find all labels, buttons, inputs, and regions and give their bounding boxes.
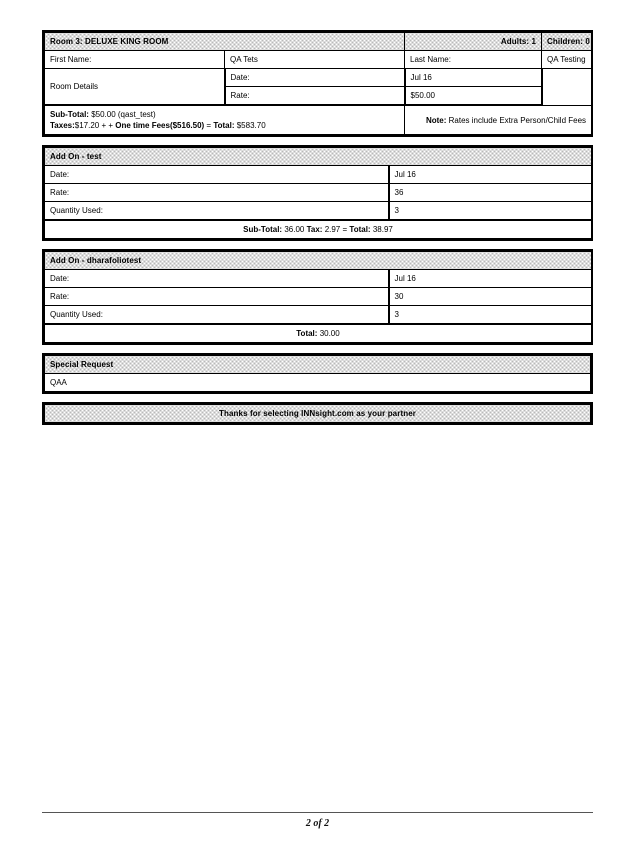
last-name-label: Last Name: bbox=[405, 51, 542, 69]
addon2-totals bbox=[45, 324, 592, 343]
addon1-row-date bbox=[45, 166, 592, 184]
addon1-rate-label: Rate: bbox=[45, 184, 389, 202]
addon1-date-label: Date: bbox=[45, 166, 389, 184]
room-subtotal-line bbox=[50, 109, 399, 120]
first-name-label: First Name: bbox=[45, 51, 225, 69]
addon1-subtotal-value: 36.00 bbox=[284, 225, 305, 234]
room-header-row bbox=[45, 33, 592, 51]
first-name-value: QA Tets bbox=[225, 51, 405, 69]
special-request-title: Special Request bbox=[45, 356, 591, 374]
addon2-date-value: Jul 16 bbox=[389, 270, 592, 288]
room-date-value: Jul 16 bbox=[405, 69, 542, 87]
room-note bbox=[405, 105, 592, 135]
room-summary bbox=[45, 105, 405, 135]
addon-block-2 bbox=[42, 249, 593, 345]
room-table bbox=[44, 32, 592, 135]
room-detail-spacer bbox=[542, 69, 592, 106]
addon1-row-qty bbox=[45, 202, 592, 221]
special-request-header-row bbox=[45, 356, 591, 374]
thanks-banner-row bbox=[45, 405, 591, 423]
special-request-block bbox=[42, 353, 593, 394]
addon1-qty-label: Quantity Used: bbox=[45, 202, 389, 221]
addon2-qty-label: Quantity Used: bbox=[45, 306, 389, 325]
addon1-title: Add On - test bbox=[45, 148, 592, 166]
room-rate-label: Rate: bbox=[225, 87, 405, 106]
addon2-total-value: 30.00 bbox=[319, 329, 340, 338]
addon2-header-row bbox=[45, 252, 592, 270]
thanks-banner-block bbox=[42, 402, 593, 425]
addon1-totals bbox=[45, 220, 592, 239]
addon1-totals-row bbox=[45, 220, 592, 239]
addon1-equals: = bbox=[342, 225, 348, 234]
room-rate-value: $50.00 bbox=[405, 87, 542, 106]
addon-table-2 bbox=[44, 251, 592, 343]
addon1-qty-value: 3 bbox=[389, 202, 592, 221]
addon2-totals-row bbox=[45, 324, 592, 343]
special-request-text: QAA bbox=[45, 374, 591, 392]
addon2-row-date bbox=[45, 270, 592, 288]
room-fees-label: One time Fees($516.50) bbox=[115, 121, 205, 130]
addon-block-1 bbox=[42, 145, 593, 241]
addon1-header-row bbox=[45, 148, 592, 166]
addon1-subtotal-label: Sub-Total: bbox=[243, 225, 283, 234]
room-total-label: Total: bbox=[213, 121, 235, 130]
addon1-row-rate bbox=[45, 184, 592, 202]
room-note-text: Rates include Extra Person/Child Fees bbox=[448, 115, 587, 125]
room-children: Children: 0 bbox=[542, 33, 592, 51]
addon1-tax-label: Tax: bbox=[306, 225, 323, 234]
last-name-value: QA Testing bbox=[542, 51, 592, 69]
room-total-sep: = bbox=[204, 121, 214, 130]
addon2-qty-value: 3 bbox=[389, 306, 592, 325]
thanks-banner-text: Thanks for selecting INNsight.com as your partner bbox=[45, 405, 591, 423]
addon2-rate-value: 30 bbox=[389, 288, 592, 306]
addon2-rate-label: Rate: bbox=[45, 288, 389, 306]
room-details-label: Room Details bbox=[45, 69, 225, 106]
room-adults: Adults: 1 bbox=[405, 33, 542, 51]
room-date-label: Date: bbox=[225, 69, 405, 87]
room-title: Room 3: DELUXE KING ROOM bbox=[45, 33, 405, 51]
special-request-body-row bbox=[45, 374, 591, 392]
addon1-tax-value: 2.97 bbox=[324, 225, 341, 234]
room-taxes-value: $17.20 + + bbox=[74, 121, 116, 130]
addon1-rate-value: 36 bbox=[389, 184, 592, 202]
room-taxes-label: Taxes: bbox=[50, 121, 75, 130]
room-total-value: $583.70 bbox=[236, 121, 266, 130]
room-taxes-line bbox=[50, 120, 399, 131]
room-subtotal-label: Sub-Total: bbox=[50, 110, 89, 119]
addon2-title: Add On - dharafoliotest bbox=[45, 252, 592, 270]
addon2-date-label: Date: bbox=[45, 270, 389, 288]
room-detail-row-date bbox=[45, 69, 592, 87]
addon1-date-value: Jul 16 bbox=[389, 166, 592, 184]
room-note-label: Note: bbox=[425, 115, 447, 125]
folio-page bbox=[42, 30, 593, 425]
guest-name-row bbox=[45, 51, 592, 69]
addon-table-1 bbox=[44, 147, 592, 239]
special-request-table bbox=[44, 355, 591, 392]
room-block bbox=[42, 30, 593, 137]
addon2-row-rate bbox=[45, 288, 592, 306]
addon1-total-label: Total: bbox=[349, 225, 371, 234]
page-number: 2 of 2 bbox=[305, 818, 330, 829]
page-footer bbox=[42, 812, 593, 829]
room-subtotal-value: $50.00 (qast_test) bbox=[91, 110, 156, 119]
addon2-total-label: Total: bbox=[296, 329, 318, 338]
thanks-banner-table bbox=[44, 404, 591, 423]
addon2-row-qty bbox=[45, 306, 592, 325]
addon1-total-value: 38.97 bbox=[372, 225, 393, 234]
room-summary-row bbox=[45, 105, 592, 135]
